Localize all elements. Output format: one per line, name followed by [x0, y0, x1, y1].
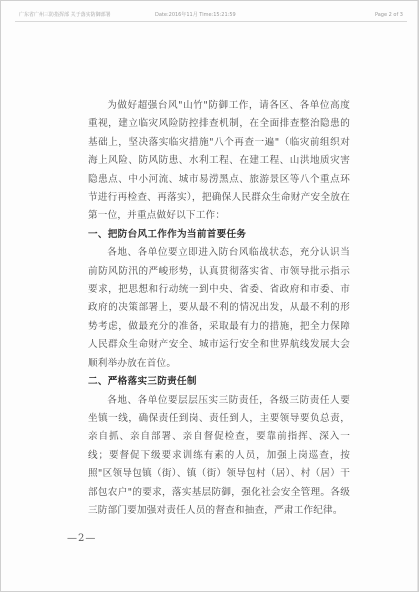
section-2-title: 二、严格落实三防责任制	[88, 376, 197, 388]
document-body	[88, 97, 350, 520]
section-1-paragraph: 各地、各单位要立即进入防台风临战状态，充分认识当前防风防汛的严峻形势，认真贯彻落实省、市领导批示指示要求，把思想和行动统一到中央、省委、省政府和市委、市政府的决策部署上，要从最不利的情况出发，从最不利的形势考虑，做最充分的准备，采取最有力的措施，把全力保障人民群众生命财产安全、城市运行安全和世界航线发展大会顺利举办放在首位。	[88, 247, 350, 369]
intro-paragraph: 为做好超强台风"山竹"防御工作，请各区、各单位高度重视，建立临灾风险防控排查机制，在全面排查整治隐患的基础上，坚决落实临灾措施"八个再查一遍"（临灾前组织对海上风险、防风防患、水利工程、在建工程、山洪地质灾害隐患点、中小河流、城市易涝黑点、旅游景区等八个重点环节进行再检查、再落实），把确保人民群众生命财产安全放在第一位，并重点做好以下工作：	[88, 100, 350, 222]
fax-header-left: 广东省广州三防指挥部 关于落实防御部署	[19, 12, 111, 18]
section-2-paragraph: 各地、各单位要层层压实三防责任，各级三防责任人要坐镇一线，确保责任到岗、责任到人，主要领导要负总责，亲自抓、亲自部署、亲自督促检查，要靠前指挥、深入一线；要督促下级要求训练有素的人员，加强上岗巡查，按照"区领导包镇（街）、镇（街）领导包村（居）、村（居）干部包农户"的要求，落实基层防御，强化社会安全管理。各级三防部门要加强对责任人员的督查和抽查，严肃工作纪律。	[88, 394, 350, 516]
fax-header-page: Page 2 of 3	[374, 12, 403, 18]
fax-header	[15, 9, 407, 22]
section-1-title: 一、把防台风工作作为当前首要任务	[88, 228, 247, 240]
scan-edge	[417, 1, 418, 591]
fax-header-date: Date:2016年11月 Time:15:21:59	[155, 12, 236, 18]
page-number: —2—	[67, 533, 97, 544]
